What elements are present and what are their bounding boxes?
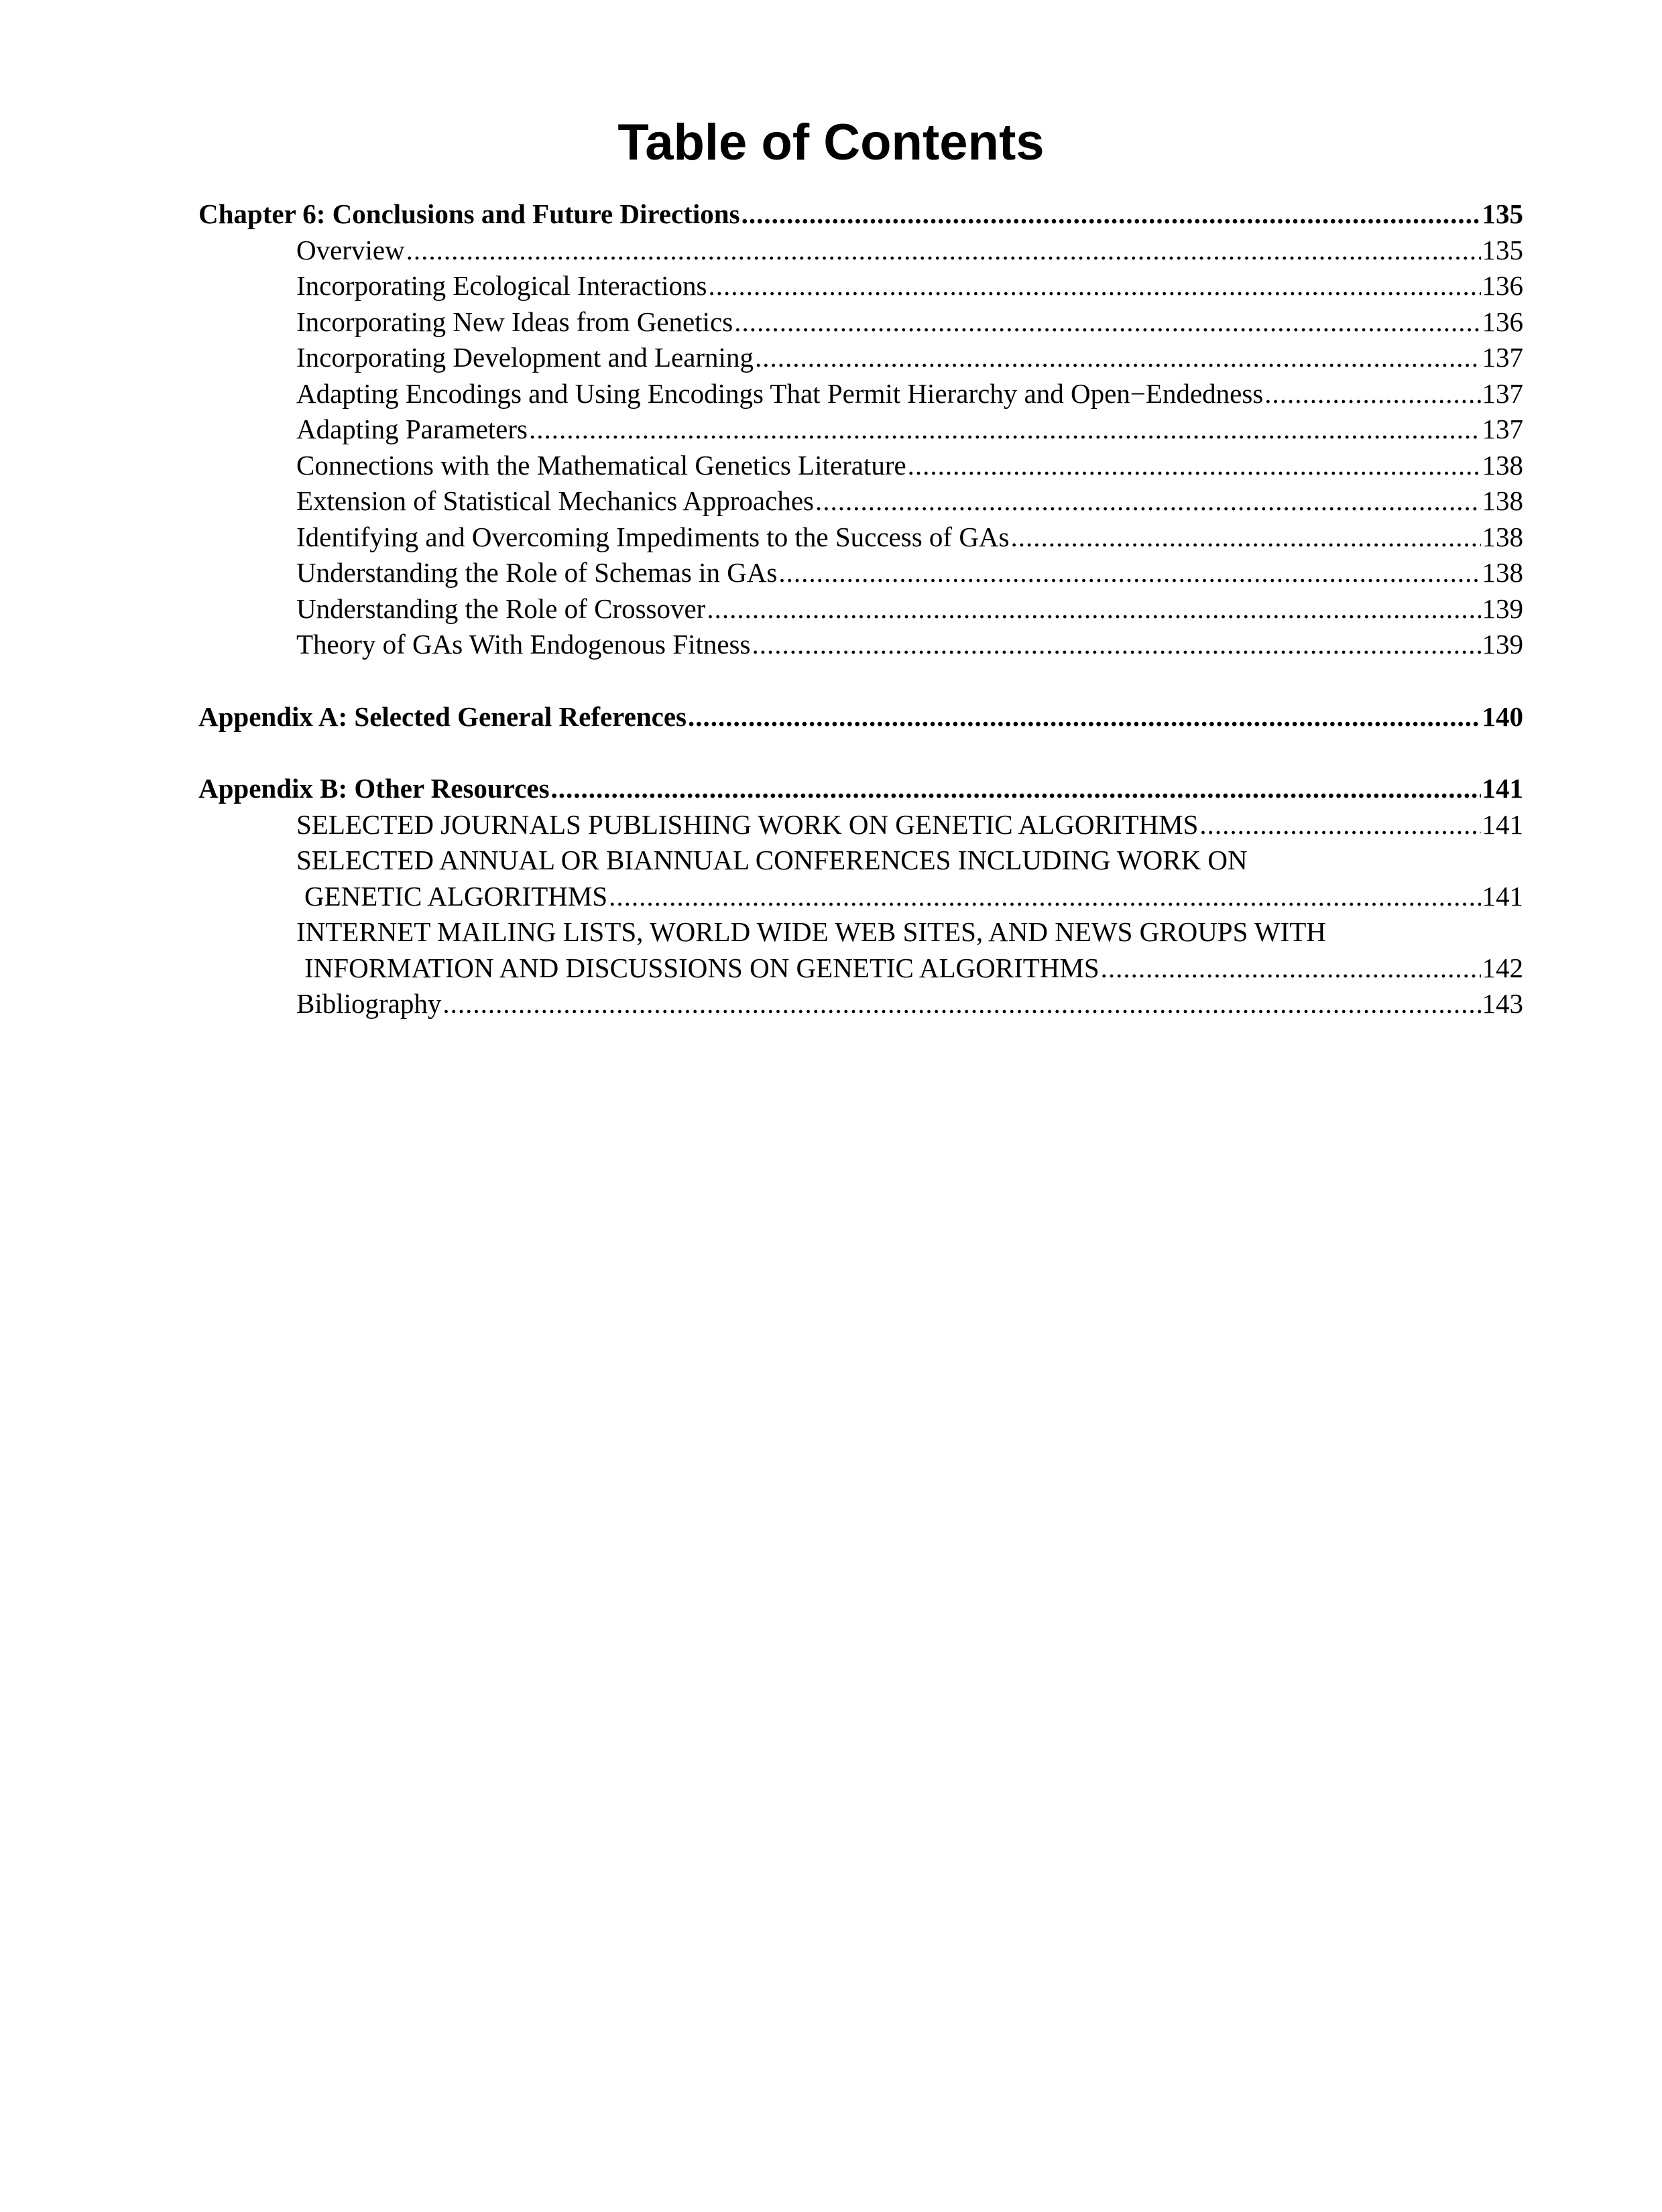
toc-entry[interactable] [198, 483, 1523, 519]
toc-entry-label: SELECTED JOURNALS PUBLISHING WORK ON GENETIC ALGORITHMS [296, 808, 1199, 840]
toc-entry-page: 141 [1482, 880, 1523, 912]
toc-entry[interactable] [198, 555, 1523, 591]
toc-entry-bibliography[interactable] [198, 986, 1523, 1022]
toc-entry-page: 141 [1482, 773, 1523, 804]
dot-leader [908, 448, 1481, 484]
toc-entry-label: Appendix B: Other Resources [198, 773, 550, 804]
toc-entry[interactable] [198, 412, 1523, 448]
toc-entry-journals[interactable] [198, 807, 1523, 843]
toc-entry-page: 138 [1482, 557, 1523, 588]
table-of-contents [198, 196, 1523, 1022]
dot-leader [734, 304, 1480, 341]
toc-entry-page: 140 [1482, 700, 1523, 732]
page-title: Table of Contents [617, 114, 1045, 171]
toc-entry-page: 142 [1482, 952, 1523, 983]
toc-entry[interactable] [198, 268, 1523, 304]
toc-entry-label: Incorporating New Ideas from Genetics [296, 306, 733, 337]
dot-leader [1264, 376, 1480, 412]
toc-entry-page: 139 [1482, 629, 1523, 660]
toc-entry[interactable] [198, 376, 1523, 412]
toc-entry-page: 137 [1482, 377, 1523, 409]
dot-leader [609, 879, 1480, 915]
dot-leader [752, 627, 1480, 663]
toc-entry-page: 136 [1482, 270, 1523, 301]
toc-entry-conferences[interactable] [198, 879, 1523, 915]
toc-entry[interactable] [198, 340, 1523, 376]
toc-entry-page: 138 [1482, 521, 1523, 552]
dot-leader [707, 591, 1480, 627]
dot-leader [1199, 807, 1480, 843]
dot-leader [406, 233, 1481, 269]
toc-entry-internet[interactable] [198, 950, 1523, 987]
dot-leader [529, 412, 1481, 448]
toc-entry-label: Connections with the Mathematical Genetics Literature [296, 449, 906, 481]
dot-leader [708, 268, 1480, 304]
toc-entry-label: Overview [296, 234, 405, 265]
toc-entry-label: Understanding the Role of Schemas in GAs [296, 557, 778, 588]
toc-entry-page: 138 [1482, 485, 1523, 516]
toc-entry-label: Identifying and Overcoming Impediments to the Success of GAs [296, 521, 1010, 552]
toc-entry-appendix-b[interactable] [198, 771, 1523, 807]
toc-entry-label: Chapter 6: Conclusions and Future Directions [198, 198, 740, 229]
dot-leader [778, 555, 1480, 591]
dot-leader [688, 699, 1481, 735]
toc-entry-appendix-a[interactable] [198, 699, 1523, 735]
toc-entry-page: 137 [1482, 414, 1523, 444]
dot-leader [551, 771, 1481, 807]
toc-entry-label: Incorporating Ecological Interactions [296, 270, 707, 301]
dot-leader [755, 340, 1481, 376]
toc-entry-page: 136 [1482, 306, 1523, 337]
toc-entry-page: 141 [1482, 808, 1523, 840]
toc-entry-label: Understanding the Role of Crossover [296, 593, 706, 624]
toc-entry-label: Extension of Statistical Mechanics Approaches [296, 485, 814, 516]
toc-entry-chapter-6[interactable] [198, 196, 1523, 233]
toc-entry-label: Bibliography [296, 988, 442, 1019]
toc-entry-label: Adapting Encodings and Using Encodings That Permit Hierarchy and Open−Endedness [296, 377, 1264, 409]
toc-entry-label: Theory of GAs With Endogenous Fitness [296, 629, 751, 660]
toc-entry-page: 138 [1482, 449, 1523, 481]
dot-leader [1011, 519, 1481, 556]
dot-leader [815, 483, 1481, 519]
toc-entry-label: Adapting Parameters [296, 414, 528, 444]
toc-entry[interactable] [198, 448, 1523, 484]
toc-entry-label: Appendix A: Selected General References [198, 700, 687, 732]
toc-entry-page: 139 [1482, 593, 1523, 624]
toc-entry-label-line[interactable]: INTERNET MAILING LISTS, WORLD WIDE WEB SITES, AND NEWS GROUPS WITH [296, 916, 1326, 947]
toc-entry[interactable] [198, 233, 1523, 269]
toc-entry-page: 137 [1482, 342, 1523, 373]
toc-entry-page: 143 [1482, 988, 1523, 1019]
dot-leader [741, 196, 1481, 233]
toc-entry-page: 135 [1482, 234, 1523, 265]
toc-entry[interactable] [198, 627, 1523, 663]
dot-leader [442, 986, 1480, 1022]
toc-entry-page: 135 [1482, 198, 1523, 229]
toc-entry[interactable] [198, 519, 1523, 556]
toc-entry[interactable] [198, 304, 1523, 341]
toc-entry-label: GENETIC ALGORITHMS [304, 880, 608, 912]
toc-entry[interactable] [198, 591, 1523, 627]
toc-entry-label: Incorporating Development and Learning [296, 342, 754, 373]
dot-leader [1101, 950, 1481, 987]
toc-entry-label: INFORMATION AND DISCUSSIONS ON GENETIC ALGORITHMS [304, 952, 1100, 983]
toc-entry-label-line[interactable]: SELECTED ANNUAL OR BIANNUAL CONFERENCES INCLUDING WORK ON [296, 845, 1248, 875]
